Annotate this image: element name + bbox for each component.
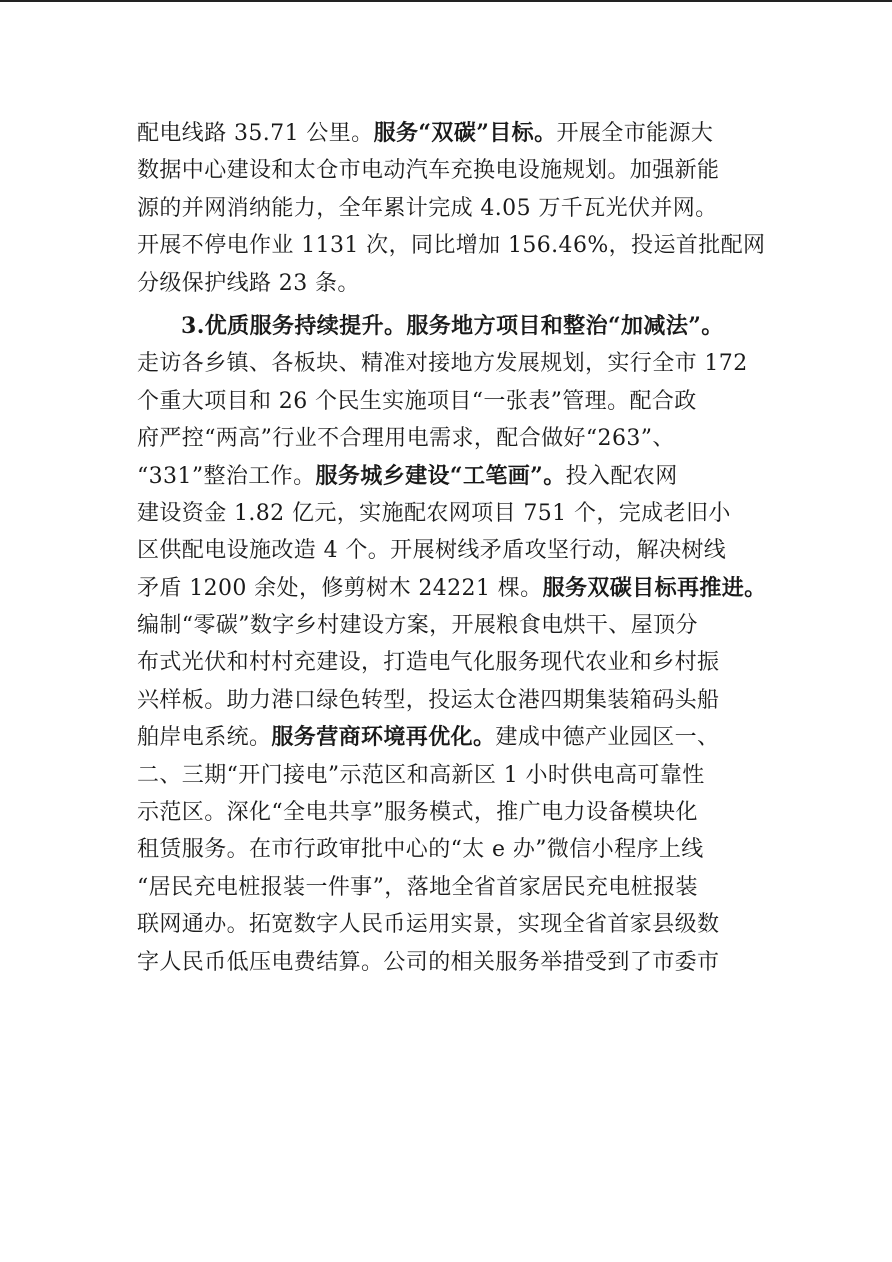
text-line-5: 分级保护线路 23 条。 (137, 270, 360, 296)
section-3-title: 3.优质服务持续提升。服务地方项目和整治“加减法”。 (181, 312, 724, 339)
text-line-19: 示范区。深化“全电共享”服务模式，推广电力设备模块化 (137, 800, 698, 826)
text-line-3: 源的并网消纳能力，全年累计完成 4.05 万千瓦光伏并网。 (137, 195, 718, 221)
bold-heading-business-env: 服务营商环境再优化。 (271, 724, 496, 751)
bold-heading-dual-carbon: 服务“双碳”目标。 (373, 120, 557, 146)
document-page (137, 115, 767, 981)
text-line-7: 走访各乡镇、各板块、精准对接地方发展规划，实行全市 172 (137, 351, 748, 377)
text-line-13: 矛盾 1200 余处，修剪树木 24221 棵。服务双碳目标再推进。 (137, 574, 767, 601)
text-line-16: 兴样板。助力港口绿色转型，投运太仓港四期集装箱码头船 (137, 687, 720, 713)
text-line-17: 舶岸电系统。服务营商环境再优化。建成中德产业园区一、 (137, 724, 720, 751)
text-line-9: 府严控“两高”行业不合理用电需求，配合做好“263”、 (137, 426, 675, 452)
text-line-14: 编制“零碳”数字乡村建设方案，开展粮食电烘干、屋顶分 (137, 613, 698, 639)
bold-heading-carbon-goal: 服务双碳目标再推进。 (542, 574, 767, 601)
text-line-4: 开展不停电作业 1131 次，同比增加 156.46%，投运首批配网 (137, 233, 766, 259)
text-line-22: 联网通办。拓宽数字人民币运用实景，实现全省首家县级数 (137, 912, 720, 938)
text-line-2: 数据中心建设和太仓市电动汽车充换电设施规划。加强新能 (137, 158, 720, 184)
text-line-23: 字人民币低压电费结算。公司的相关服务举措受到了市委市 (137, 949, 720, 975)
top-border-rule (0, 0, 892, 2)
text-line-1: 配电线路 35.71 公里。服务“双碳”目标。开展全市能源大 (137, 120, 714, 146)
bold-heading-urban-rural: 服务城乡建设“工笔画”。 (315, 462, 566, 489)
section-heading-3 (137, 308, 762, 345)
text-line-8: 个重大项目和 26 个民生实施项目“一张表”管理。配合政 (137, 388, 697, 414)
text-line-18: 二、三期“开门接电”示范区和高新区 1 小时供电高可靠性 (137, 762, 705, 788)
text-line-11: 建设资金 1.82 亿元，实施配农网项目 751 个，完成老旧小 (137, 500, 731, 526)
text-line-15: 布式光伏和村村充建设，打造电气化服务现代农业和乡村振 (137, 650, 720, 676)
text-line-10: “331”整治工作。服务城乡建设“工笔画”。投入配农网 (137, 462, 678, 489)
text-line-12: 区供配电设施改造 4 个。开展树线矛盾攻坚行动，解决树线 (137, 538, 727, 564)
text-line-21: “居民充电桩报装一件事”，落地全省首家居民充电桩报装 (137, 874, 698, 900)
text-line-20: 租赁服务。在市行政审批中心的“太 e 办”微信小程序上线 (137, 837, 704, 863)
